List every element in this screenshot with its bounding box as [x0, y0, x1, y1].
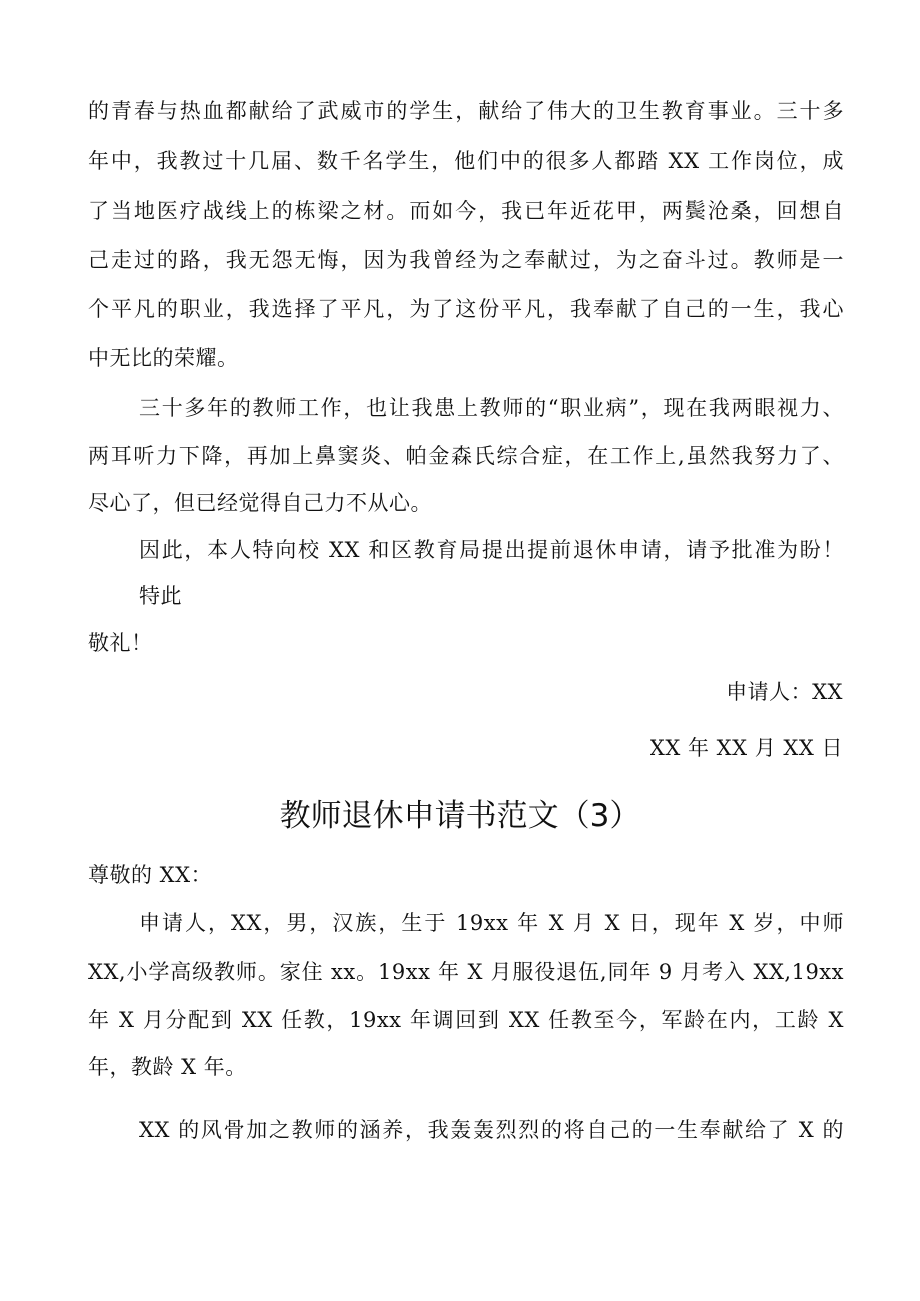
paragraph-line: 尽心了，但已经觉得自己力不从心。: [88, 491, 432, 515]
closing-line: 特此: [139, 584, 182, 608]
section-title: 教师退休申请书范文（3）: [279, 798, 641, 834]
paragraph-line: 因此，本人特向校 XX 和区教育局提出提前退休申请，请予批准为盼！: [139, 538, 844, 562]
paragraph-line: 三十多年的教师工作，也让我患上教师的“职业病”，现在我两眼视力、: [139, 396, 844, 420]
paragraph-line: 两耳听力下降，再加上鼻窦炎、帕金森氏综合症，在工作上,虽然我努力了、: [88, 444, 844, 468]
salutation: 尊敬的 XX：: [88, 863, 213, 887]
paragraph-line: 了当地医疗战线上的栋梁之材。而如今，我已年近花甲，两鬓沧桑，回想自: [88, 199, 844, 223]
applicant-signature: 申请人：XX: [726, 680, 843, 704]
paragraph-line: 己走过的路，我无怨无悔，因为我曾经为之奉献过，为之奋斗过。教师是一: [88, 248, 844, 272]
paragraph-line: 申请人，XX，男，汉族，生于 19xx 年 X 月 X 日，现年 X 岁，中师: [139, 911, 844, 935]
paragraph-line: 年 X 月分配到 XX 任教，19xx 年调回到 XX 任教至今，军龄在内，工龄 X: [88, 1008, 844, 1032]
paragraph-line: 年，教龄 X 年。: [88, 1055, 247, 1079]
paragraph-line: 中无比的荣耀。: [88, 346, 239, 370]
paragraph-line: XX,小学高级教师。家住 xx。19xx 年 X 月服役退伍,同年 9 月考入 XX,19xx: [88, 960, 844, 984]
paragraph-line: XX 的风骨加之教师的涵养，我轰轰烈烈的将自己的一生奉献给了 X 的: [139, 1118, 844, 1142]
paragraph-line: 年中，我教过十几届、数千名学生，他们中的很多人都踏 XX 工作岗位，成: [88, 149, 844, 173]
closing-line: 敬礼！: [88, 631, 153, 655]
paragraph-line: 个平凡的职业，我选择了平凡，为了这份平凡，我奉献了自己的一生，我心: [88, 297, 844, 321]
paragraph-line: 的青春与热血都献给了武威市的学生，献给了伟大的卫生教育事业。三十多: [88, 99, 844, 123]
date-line: XX 年 XX 月 XX 日: [649, 736, 843, 760]
